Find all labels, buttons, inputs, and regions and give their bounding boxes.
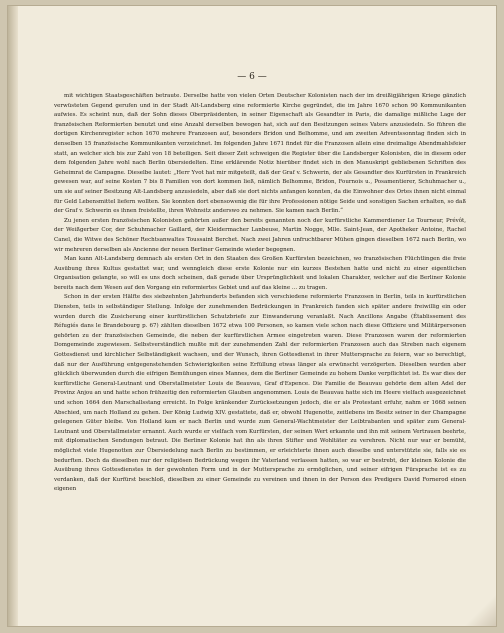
page-corner-shadow	[456, 586, 496, 626]
document-page	[8, 6, 496, 626]
paragraph: Zu jenen ersten französischen Kolonisten gehörten außer den bereits genannten noch der kurfürstliche Kammerdiener Le Tourneur, Prévôt, der Weißgerber Cor, der Schuhmacher Gaillard, der Kleidermacher Lanbeuse, Martin Nogge, Mlle. Saint-Jean, der Apotheker Antoine, Rachel Canel, die Witwe des Schöner Rechtsanwaltes Toussaint Berchet. Nach zwei Jahren unfruchtbarer Mühen gingen dieselben 1672 nach Berlin, wo wir mehreren derselben als Ancienne der neuen Berliner Gemeinde wieder begegnen.	[54, 217, 466, 253]
body-text	[54, 92, 466, 495]
paragraph: Schon in der ersten Hälfte des siebzehnten Jahrhunderts befanden sich verschiedene reformierte Franzosen in Berlin, teils in kurfürstlichen Diensten, teils in selbständiger Stellung. Infolge der zunehmenden Bedrückungen in Frankreich fanden sich später andere freiwillig ein oder wurden durch die Zusicherung einer kurfürstlichen Schutzbriefe zur Einwanderung veranlaßt. Nach Ancillons Angabe (Établissement des Réfugiés dans le Brandebourg p. 67) zählten dieselben 1672 etwa 100 Personen, so kamen viele schon nach diese Offiziere und Militärpersonen gehörten zu der französischen Gemeinde, die neben der kurfürstlichen Armee eingetreten waren. Diese Franzosen waren der reformierten Domgemeinde zugewiesen. Selbstverständlich mußte mit der zunehmenden Zahl der reformierten Franzosen auch das Streben nach eigenem Gottesdienst und kirchlicher Selbständigkeit wachsen, und der Wunsch, ihren Gottesdienst in ihrer Muttersprache zu feiern, war so berechtigt, daß nur der Ausführung entgegenstehenden Schwierigkeiten seine Erfüllung etwas länger als erwünscht verzögerten. Dieselben wurden aber glücklich überwunden durch die eifrigen Bemühungen eines Mannes, dem die Berliner Gemeinde zu hohem Danke verpflichtet ist. Es war dies der kurfürstliche General-Leutnant und Oberstallmeister Louis de Beauvau, Graf d'Espence. Die Familie de Beauvau gehörte dem alten Adel der Provinz Anjou an und hatte schon frühzeitig den reformierten Glauben angenommen. Louis de Beauvau hatte sich im Heere vielfach ausgezeichnet und schon 1664 den Marschallsstang erreicht. In Folge kränkender Zurücksetzungen jedoch, die er als Protestant erfuhr, nahm er 1668 seinen Abschied, um nach Holland zu gehen. Der König Ludwig XIV. gestattete, daß er, obwohl Hugenotte, zeitlebens im Besitz seiner in der Champagne gelegenen Güter bleibe. Von Holland kam er nach Berlin und wurde zum General-Wachtmeister der Leibtrabanten und später zum General-Leutnant und Oberstallmeister ernannt. Auch wurde er vielfach vom Kurfürsten, der seinen Wert erkannte und ihn mit seinem Vertrauen beehrte, mit diplomatischen Sendungen betraut. Die Berliner Kolonie hat ihn als ihren Stifter und Wohltäter zu verehren. Nicht nur war er bemüht, möglichst viele Hugenotten zur Übersiedelung nach Berlin zu bestimmen, er erleichterte ihnen auch dieselbe und unterstützte sie, falls sie es bedurften. Doch da dieselben nur der religiösen Bedrückung wegen ihr Vaterland verlassen hatten, so war er bestrebt, der kleinen Kolonie die Ausübung ihres Gottesdienstes in der gewohnten Form und in der Muttersprache zu ermöglichen, und seiner eifrigen Fürsprache ist es zu verdanken, daß der Kurfürst beschloß, dieselben zu einer Gemeinde zu vereinen und ihnen in der Person des Predigers David Fornerod einen eigenen	[54, 294, 466, 493]
paragraph: Man kann Alt-Landsberg demnach als ersten Ort in den Staaten des Großen Kurfürsten bezeichnen, wo französischen Flüchtlingen die freie Ausübung ihres Kultus gestattet war, und wenngleich diese erste Kolonie nur ein kurzes Bestehen hatte und nicht zu einer eigentlichen Organisation gelangte, so will es uns doch scheinen, daß gerade über Ursprünglichkeit und lokalen Charakter, welcher auf die Berliner Kolonie bereits nach dem Wesen auf den Vorgang ein reformiertes Gebiet und auf das kleine ... zu tragen.	[54, 256, 466, 291]
page-binding-shadow	[8, 6, 18, 626]
paragraph: mit wichtigen Staatsgeschäften betraute. Derselbe hatte von vielen Orten Deutscher Kolonisten nach der im dreißigjährigen Kriege gänzlich verwüsteten Gegend gerufen und in der Stadt Alt-Landsberg eine reformierte Kirche gegründet, die im Jahre 1670 schon 90 Kommunikanten aufwies. Es scheint nun, daß der Sohn dieses Oberpräsidenten, in seiner Eigenschaft als Gesandter in Paris, die damalige mißliche Lage der französischen Reformierten benutzt und eine Anzahl derselben bewogen hat, sich auf den Besitzungen seines Vaters anzusiedeln. So führen die dortigen Kirchenregister schon 1670 mehrere Franzosen auf, besonders Bridon und Belhomme, und am zweiten Adventssonntag finden sich in denselben 15 französische Kommunikanten verzeichnet. Im folgenden Jahre 1671 findet für die Franzosen allein eine dreimalige Abendmahlsfeier statt, an welcher sich bis zur Zahl von 18 beteiligen. Seit dieser Zeit schweigen die Register über die Landsberger Kolonisten, die in diesem oder dem folgenden Jahre wohl nach Berlin übersiedelten. Eine erklärende Notiz hierüber findet sich in den Manuskript gebliebenen Schriften des Geheimrat de Campagne. Dieselbe lautet: „Herr Yvot hat mir mitgeteilt, daß der Graf v. Schwerin, der als Gesandter des Kurfürsten in Frankreich gewesen war, auf seine Kosten 7 bis 8 Familien von dort kommen ließ, nämlich Belhomme, Bridon, Fournois u., Posamentierer, Schuhmacher u., um sie auf seiner Besitzung Alt-Landsberg anzusiedeln, aber daß sie dort nichts anfangen konnten, da die Einwohner des Ortes ihnen nicht einmal für Geld Lebensmittel liefern wollten. Sie konnten dort ebensowenig die für ihre Professionen nötige Seide und sonstigen Sachen erhalten, so daß der Graf v. Schwerin es ihnen freistellte, ihren Wohnsitz anderswo zu nehmen. Sie kamen nach Berlin.“	[54, 93, 466, 215]
page-number: — 6 —	[237, 72, 267, 82]
